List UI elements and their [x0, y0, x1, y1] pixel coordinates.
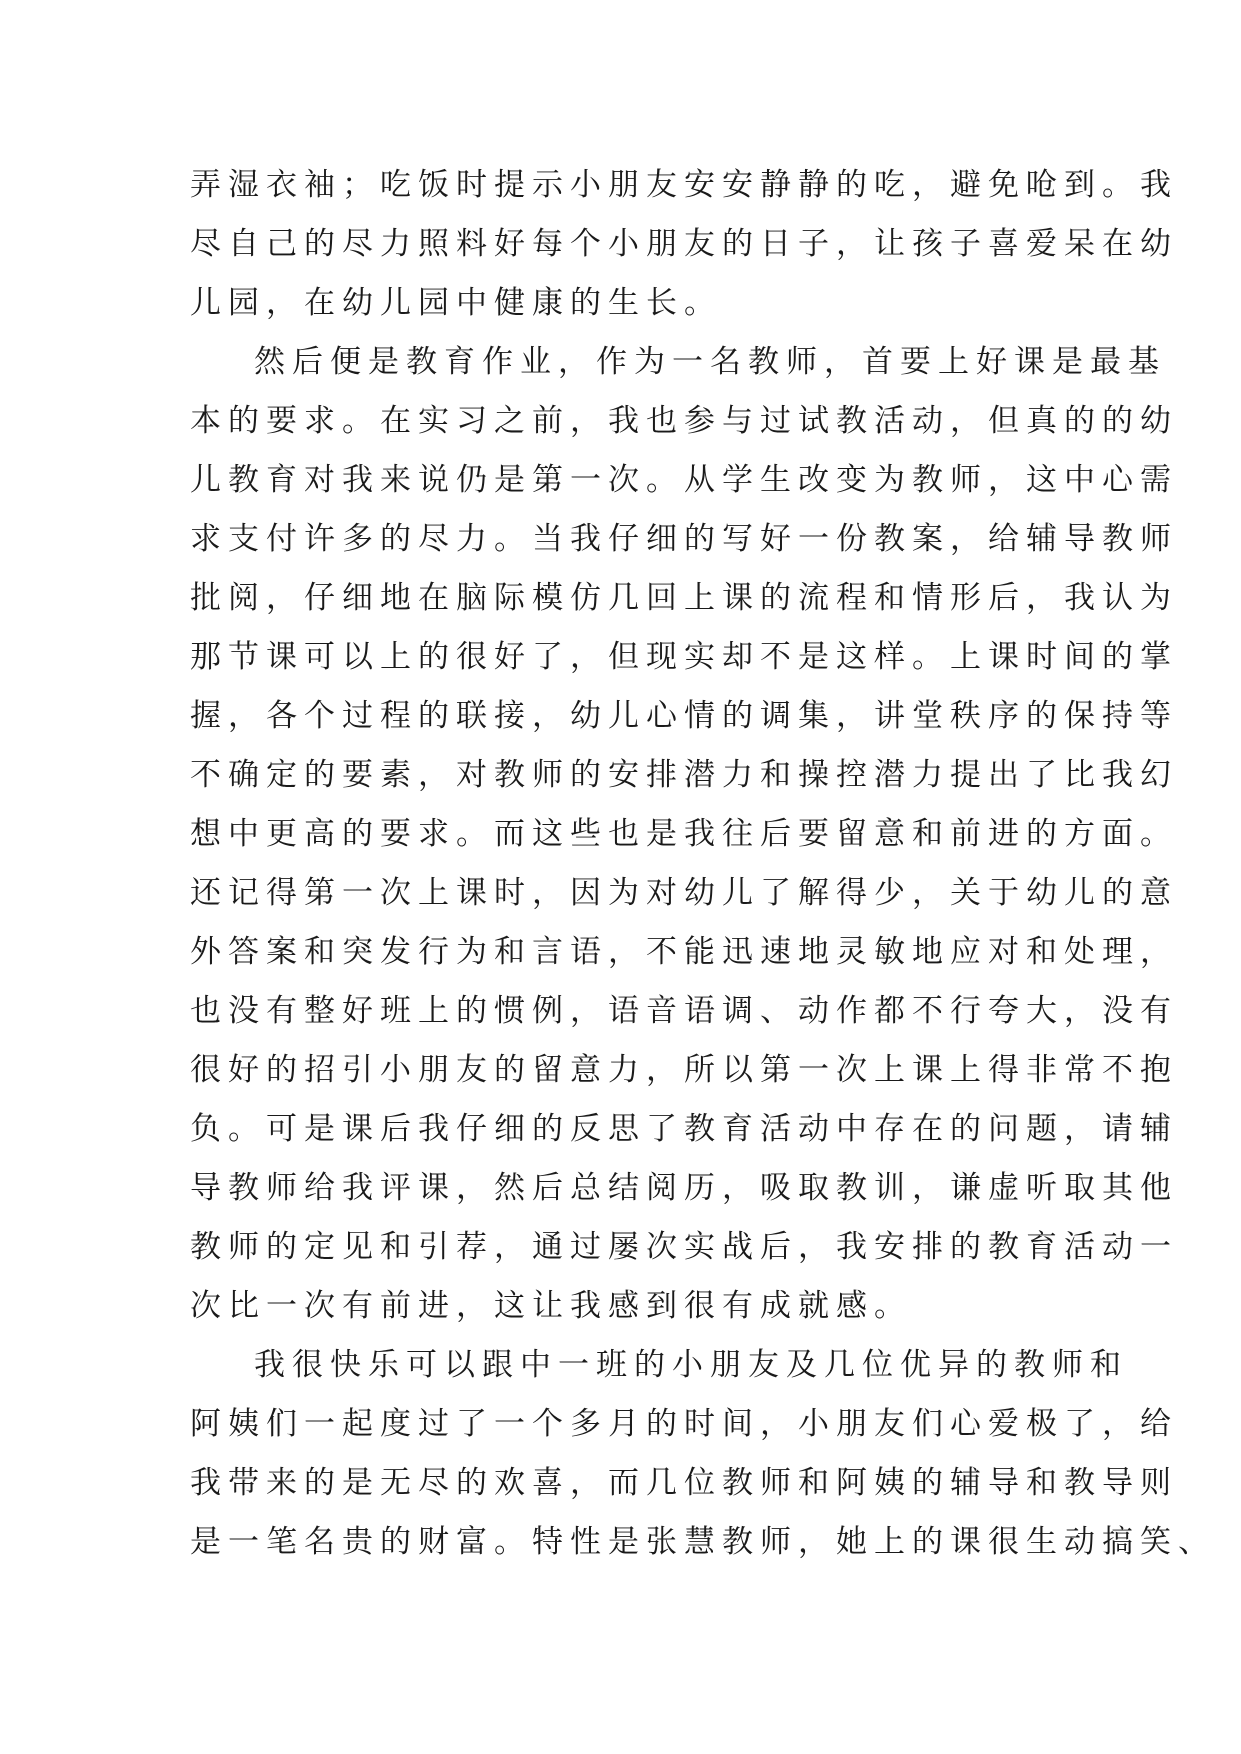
- text-line: 是一笔名贵的财富。特性是张慧教师，她上的课很生动搞笑、: [190, 1524, 1216, 1560]
- text-line: 外答案和突发行为和言语，不能迅速地灵敏地应对和处理，: [190, 934, 1178, 970]
- text-line: 也没有整好班上的惯例，语音语调、动作都不行夸大，没有: [190, 993, 1178, 1029]
- text-line: 想中更高的要求。而这些也是我往后要留意和前进的方面。: [190, 816, 1178, 852]
- body-text: [190, 156, 1216, 1572]
- text-line: 我很快乐可以跟中一班的小朋友及几位优异的教师和: [254, 1347, 1128, 1383]
- text-line: 很好的招引小朋友的留意力，所以第一次上课上得非常不抱: [190, 1052, 1178, 1088]
- text-line: 阿姨们一起度过了一个多月的时间，小朋友们心爱极了，给: [190, 1406, 1178, 1442]
- text-line: 我带来的是无尽的欢喜，而几位教师和阿姨的辅导和教导则: [190, 1465, 1178, 1501]
- text-line: 儿教育对我来说仍是第一次。从学生改变为教师，这中心需: [190, 462, 1178, 498]
- text-line: 求支付许多的尽力。当我仔细的写好一份教案，给辅导教师: [190, 521, 1178, 557]
- text-line: 负。可是课后我仔细的反思了教育活动中存在的问题，请辅: [190, 1111, 1178, 1147]
- text-line: 然后便是教育作业，作为一名教师，首要上好课是最基: [254, 344, 1166, 380]
- text-line: 本的要求。在实习之前，我也参与过试教活动，但真的的幼: [190, 403, 1178, 439]
- text-line: 教师的定见和引荐，通过屡次实战后，我安排的教育活动一: [190, 1229, 1178, 1265]
- text-line: 儿园，在幼儿园中健康的生长。: [190, 285, 722, 321]
- text-line: 导教师给我评课，然后总结阅历，吸取教训，谦虚听取其他: [190, 1170, 1178, 1206]
- text-line: 那节课可以上的很好了，但现实却不是这样。上课时间的掌: [190, 639, 1178, 675]
- text-line: 批阅，仔细地在脑际模仿几回上课的流程和情形后，我认为: [190, 580, 1178, 616]
- text-line: 握，各个过程的联接，幼儿心情的调集，讲堂秩序的保持等: [190, 698, 1178, 734]
- text-line: 尽自己的尽力照料好每个小朋友的日子，让孩子喜爱呆在幼: [190, 226, 1178, 262]
- text-line: 不确定的要素，对教师的安排潜力和操控潜力提出了比我幻: [190, 757, 1178, 793]
- text-line: 弄湿衣袖；吃饭时提示小朋友安安静静的吃，避免呛到。我: [190, 167, 1178, 203]
- text-line: 次比一次有前进，这让我感到很有成就感。: [190, 1288, 912, 1324]
- text-line: 还记得第一次上课时，因为对幼儿了解得少，关于幼儿的意: [190, 875, 1178, 911]
